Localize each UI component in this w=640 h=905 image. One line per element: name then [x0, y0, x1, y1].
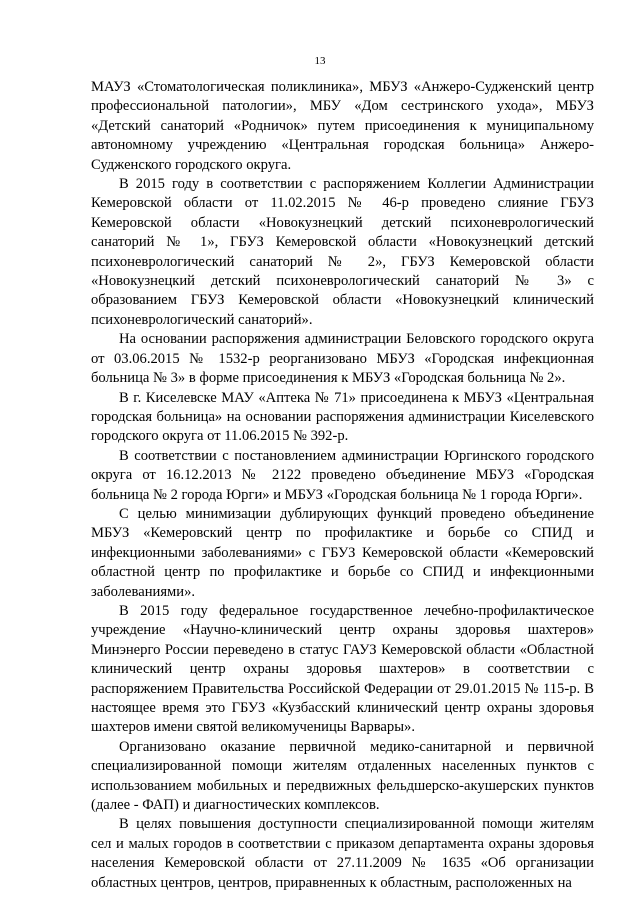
page-number: 13: [314, 55, 326, 67]
paragraph: На основании распоряжения администрации Беловского городского округа от 03.06.2015 № 1532-р реорганизовано МБУЗ «Городская инфекционная больница № 3» в форме присоединения к МБУЗ «Городская больница № 2».: [91, 331, 594, 387]
paragraph: МАУЗ «Стоматологическая поликлиника», МБУЗ «Анжеро-Судженский центр профессиональной патологии», МБУ «Дом сестринского ухода», МБУЗ «Детский санаторий «Родничок» путем присоединения к муниципальному автономному учреждению «Центральная городская больница» Анжеро-Судженского городского округа.: [91, 79, 594, 173]
paragraph: В целях повышения доступности специализированной помощи жителям сел и малых городов в соответствии с приказом департамента охраны здоровья населения Кемеровской области от 27.11.2009 № 1635 «Об организации областных центров, центров, приравненных к областным, расположенных на: [91, 816, 594, 891]
paragraph: В г. Киселевске МАУ «Аптека № 71» присоединена к МБУЗ «Центральная городская больница» на основании распоряжения администрации Киселевского городского округа от 11.06.2015 № 392-р.: [91, 389, 594, 445]
paragraph: В 2015 году в соответствии с распоряжением Коллегии Администрации Кемеровской области от 11.02.2015 № 46-р проведено слияние ГБУЗ Кемеровской области «Новокузнецкий детский психоневрологический санаторий № 1», ГБУЗ Кемеровской области «Новокузнецкий детский психоневрологический санаторий № 2», ГБУЗ Кемеровской области «Новокузнецкий детский психоневрологический санаторий № 3» с образованием ГБУЗ Кемеровской области «Новокузнецкий клинический психоневрологический санаторий».: [91, 176, 594, 328]
paragraph: В 2015 году федеральное государственное лечебно-профилактическое учреждение «Научно-клинический центр охраны здоровья шахтеров» Минэнерго России переведено в статус ГАУЗ Кемеровской области «Областной клинический центр охраны здоровья шахтеров» в соответствии с распоряжением Правительства Российской Федерации от 29.01.2015 № 115-р. В настоящее время это ГБУЗ «Кузбасский клинический центр охраны здоровья шахтеров имени святой великомученицы Варвары».: [91, 602, 594, 736]
paragraph: С целью минимизации дублирующих функций проведено объединение МБУЗ «Кемеровский центр по профилактике и борьбе со СПИД и инфекционными заболеваниями» с ГБУЗ Кемеровской области «Кемеровский областной центр по профилактике и борьбе со СПИД и инфекционными заболеваниями».: [91, 505, 594, 600]
document-body: [91, 78, 594, 893]
paragraph: Организовано оказание первичной медико-санитарной и первичной специализированной помощи жителям отдаленных населенных пунктов с использованием мобильных и передвижных фельдшерско-акушерских пунктов (далее - ФАП) и диагностических комплексов.: [91, 738, 594, 814]
paragraph: В соответствии с постановлением администрации Юргинского городского округа от 16.12.2013 № 2122 проведено объединение МБУЗ «Городская больница № 2 города Юрги» и МБУЗ «Городская больница № 1 города Юрги».: [91, 447, 594, 503]
